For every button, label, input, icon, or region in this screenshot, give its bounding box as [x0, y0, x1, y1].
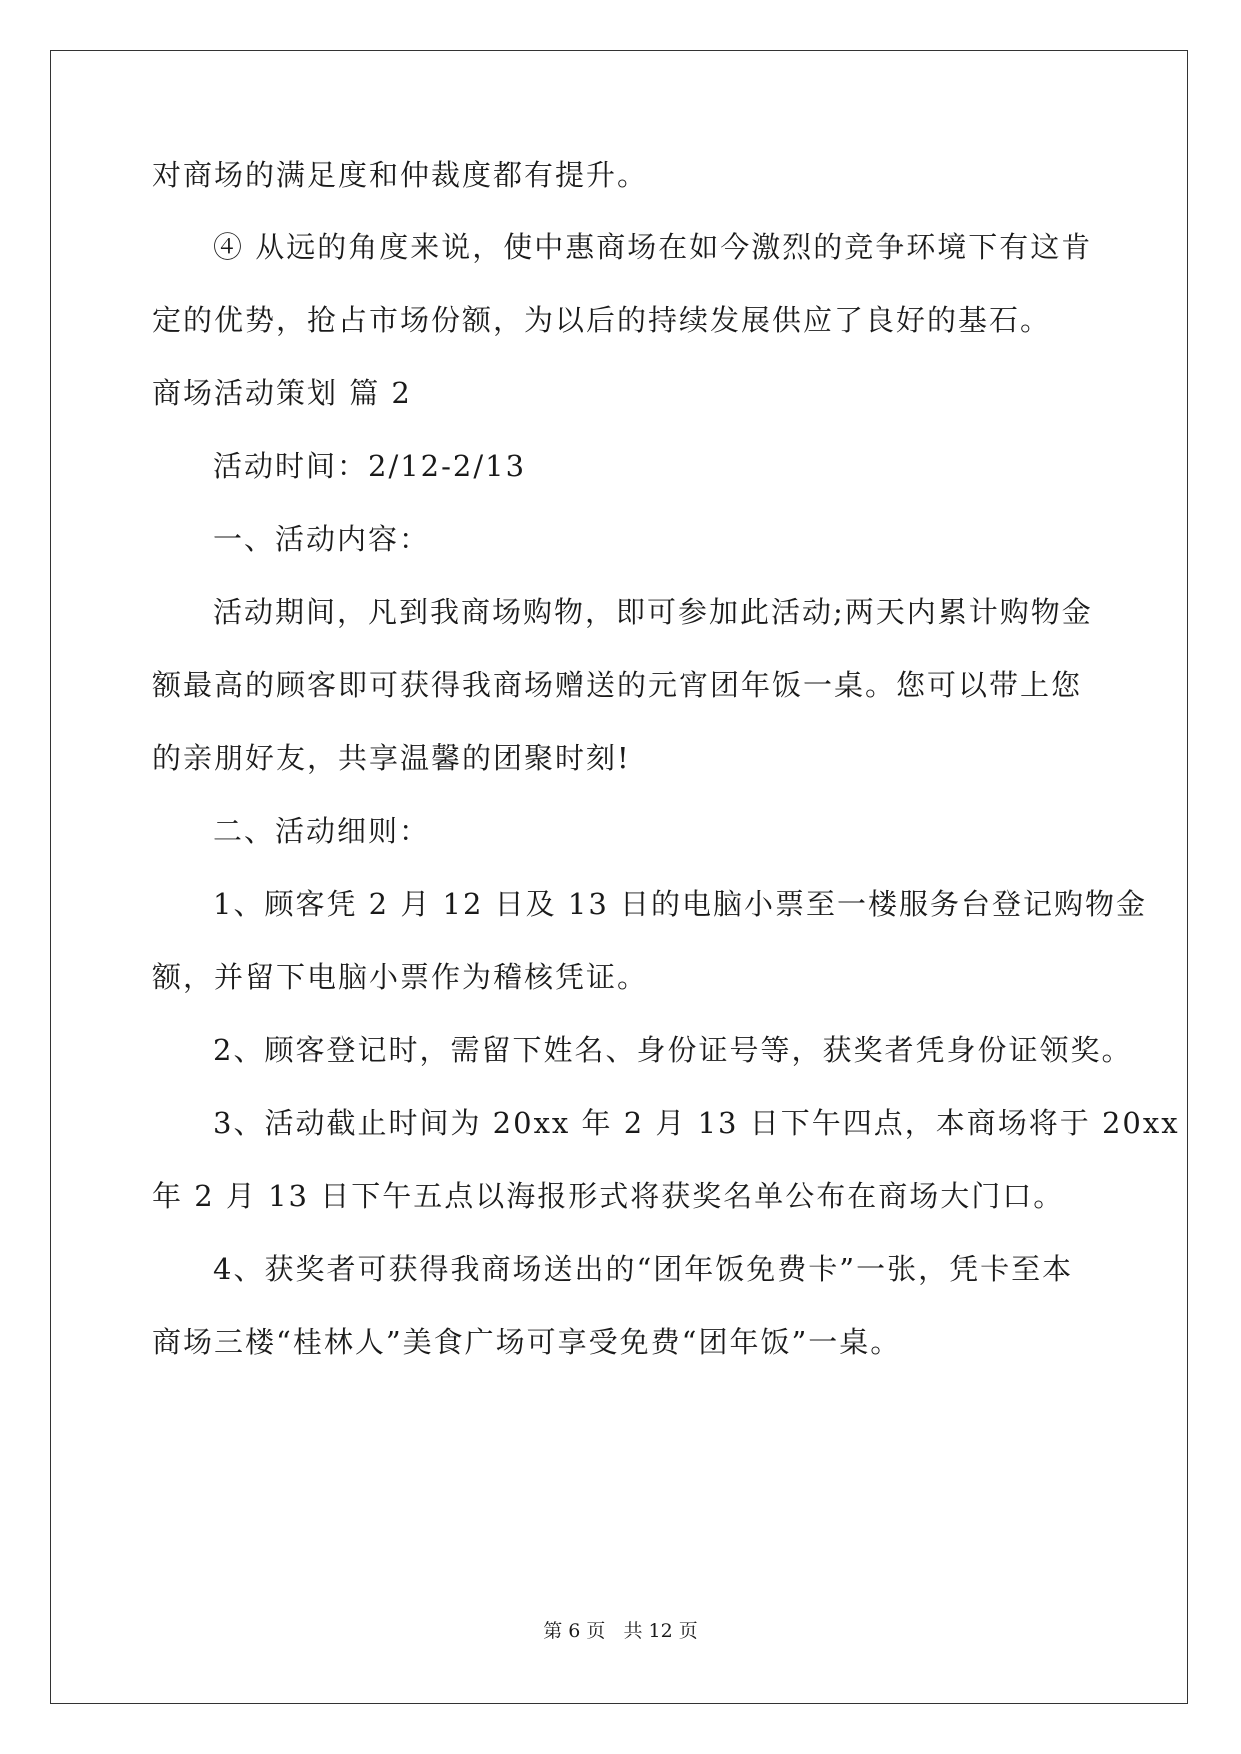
activity-time: 活动时间：2/12-2/13	[213, 449, 527, 483]
rule-1-line-1: 1、顾客凭 2 月 12 日及 13 日的电脑小票至一楼服务台登记购物金	[213, 887, 1148, 921]
rule-3-line-2: 年 2 月 13 日下午五点以海报形式将获奖名单公布在商场大门口。	[152, 1179, 1065, 1213]
section-heading: 商场活动策划 篇 2	[152, 376, 412, 410]
page-footer	[0, 1619, 1241, 1643]
subheading-content: 一、活动内容：	[213, 522, 431, 556]
page-total: 共 12 页	[623, 1620, 698, 1642]
rule-1-line-2: 额，并留下电脑小票作为稽核凭证。	[152, 960, 649, 994]
paragraph-line-1: 对商场的满足度和仲裁度都有提升。	[152, 158, 649, 192]
page-number: 第 6 页	[543, 1620, 606, 1642]
paragraph-line-7: 活动期间，凡到我商场购物，即可参加此活动;两天内累计购物金	[213, 595, 1093, 629]
rule-4-line-2: 商场三楼“桂林人”美食广场可享受免费“团年饭”一桌。	[152, 1325, 902, 1359]
paragraph-line-8: 额最高的顾客即可获得我商场赠送的元宵团年饭一桌。您可以带上您	[152, 668, 1083, 702]
page-border	[50, 50, 1188, 1704]
rule-3-line-1: 3、活动截止时间为 20xx 年 2 月 13 日下午四点，本商场将于 20xx	[213, 1106, 1180, 1140]
paragraph-line-2: ④ 从远的角度来说，使中惠商场在如今激烈的竞争环境下有这肯	[213, 230, 1093, 264]
subheading-rules: 二、活动细则：	[213, 814, 431, 848]
rule-2: 2、顾客登记时，需留下姓名、身份证号等，获奖者凭身份证领奖。	[213, 1033, 1133, 1067]
paragraph-line-3: 定的优势，抢占市场份额，为以后的持续发展供应了良好的基石。	[152, 303, 1052, 337]
paragraph-line-9: 的亲朋好友，共享温馨的团聚时刻!	[152, 741, 631, 775]
rule-4-line-1: 4、获奖者可获得我商场送出的“团年饭免费卡”一张，凭卡至本	[213, 1252, 1074, 1286]
